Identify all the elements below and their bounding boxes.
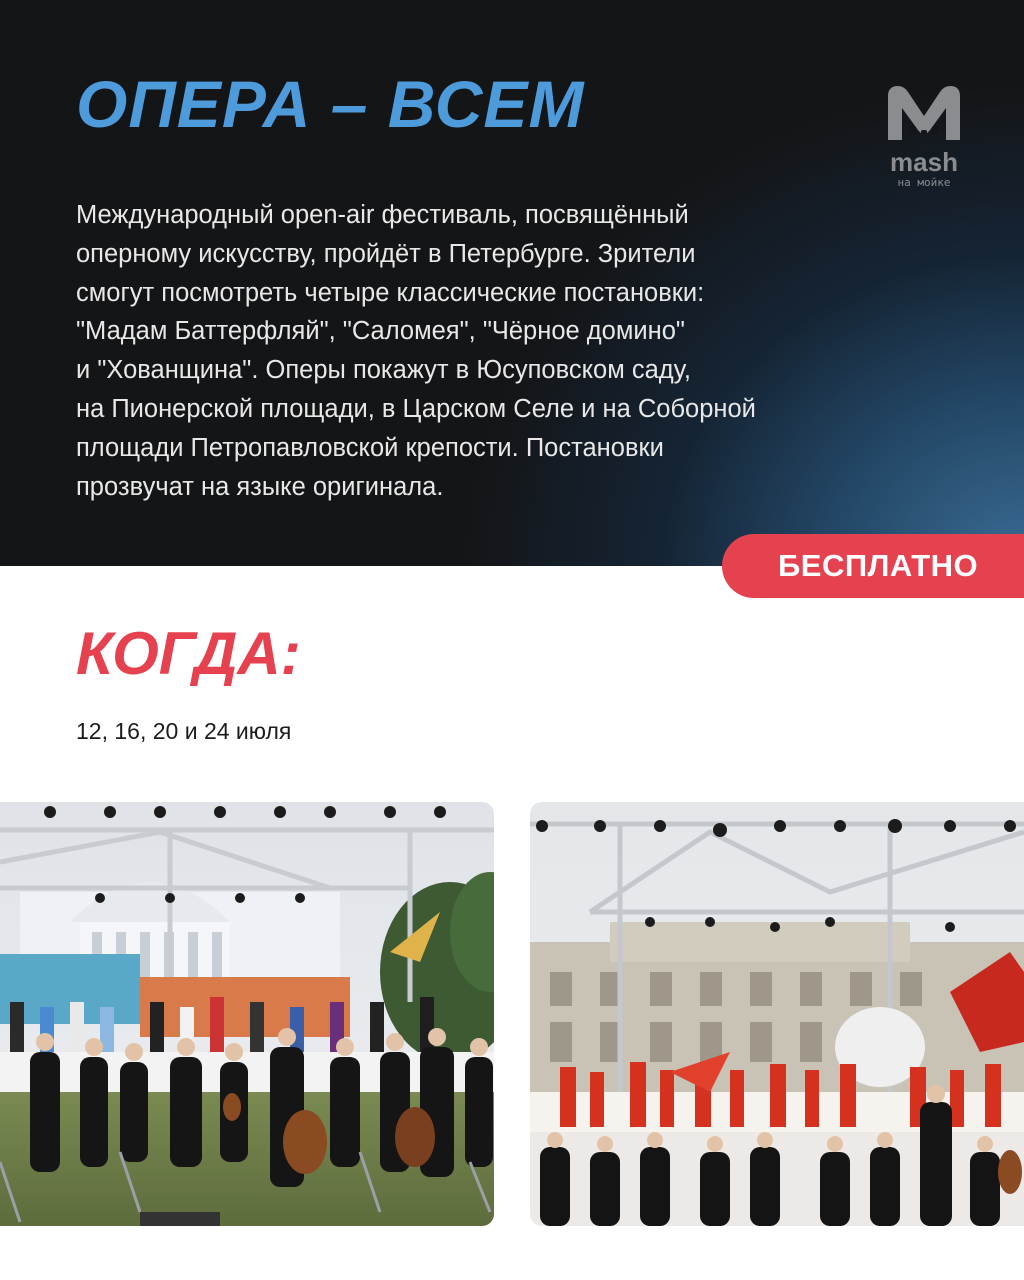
description-line: и "Хованщина". Оперы покажут в Юсуповском саду, xyxy=(76,356,691,385)
description-line: прозвучат на языке оригинала. xyxy=(76,472,444,501)
page-title: ОПЕРА – ВСЕМ xyxy=(76,67,585,141)
photo-palace-stage xyxy=(530,802,1024,1226)
description xyxy=(76,196,916,506)
logo-brand-text: mash xyxy=(890,147,958,177)
mash-logo xyxy=(884,82,964,192)
description-line: на Пионерской площади, в Царском Селе и на Соборной xyxy=(76,394,756,423)
description-line: "Мадам Баттерфляй", "Саломея", "Чёрное домино" xyxy=(76,317,685,346)
logo-subtitle: на мойке xyxy=(897,176,951,189)
description-line: Международный open-air фестиваль, посвящённый xyxy=(76,201,689,229)
description-line: оперному искусству, пройдёт в Петербурге. Зрители xyxy=(76,239,696,268)
mash-m-logo-icon xyxy=(884,82,964,146)
description-line: площади Петропавловской крепости. Постановки xyxy=(76,433,664,462)
dates-text: 12, 16, 20 и 24 июля xyxy=(76,718,292,744)
when-title: КОГДА: xyxy=(76,620,301,687)
hero-section xyxy=(0,0,1024,566)
photo-orchestra-stage xyxy=(0,802,494,1226)
description-line: смогут посмотреть четыре классические постановки: xyxy=(76,278,705,307)
free-badge: БЕСПЛАТНО xyxy=(722,534,1024,598)
